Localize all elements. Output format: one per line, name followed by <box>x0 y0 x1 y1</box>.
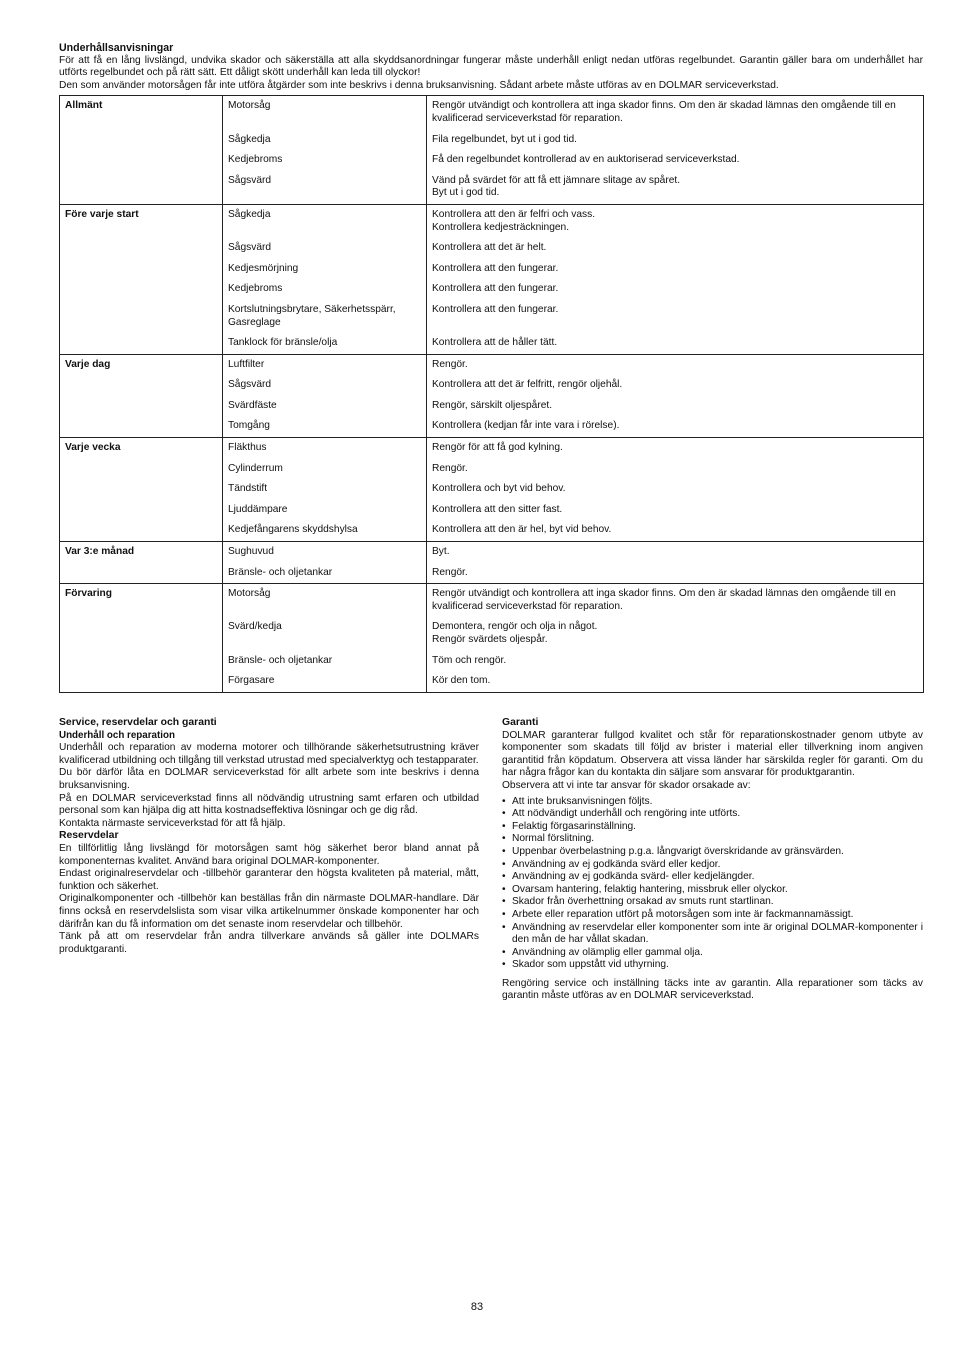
table-row <box>60 354 924 371</box>
warranty-paragraph: DOLMAR garanterar fullgod kvalitet och står för reparationskostnader genom utbyte av komponenter som skadats till följd av brister i material eller tillverkning inom angiven garantitid från köpdatum. Observera att vissa länder har särskilda regler för garanti. Om du har några frågor kan du kontakta din säljare som ansvarar för produktgarantin. <box>502 729 923 779</box>
component-cell: Sågsvärd <box>223 167 427 205</box>
warranty-exclusions-list <box>502 796 923 972</box>
component-cell: Sågkedja <box>223 126 427 147</box>
list-item: • Användning av olämplig eller gammal olja. <box>502 947 923 960</box>
action-cell: Kontrollera att det är helt. <box>432 242 547 254</box>
component-cell: Förgasare <box>223 667 427 692</box>
component-cell: Sågsvärd <box>223 234 427 255</box>
table-row <box>60 542 924 559</box>
component-cell: Kedjesmörjning <box>223 255 427 276</box>
action-cell: Byt. <box>427 542 924 559</box>
component-cell: Luftfilter <box>223 354 427 371</box>
action-cell: Kontrollera (kedjan får inte vara i rörelse). <box>432 420 620 432</box>
action-cell: Töm och rengör. <box>432 654 507 666</box>
warranty-title: Garanti <box>502 717 539 728</box>
interval-category: Varje dag <box>60 354 223 437</box>
component-cell: Svärdfäste <box>223 392 427 413</box>
repair-paragraph: På en DOLMAR serviceverkstad finns all nödvändig utrustning samt erfaren och utbildad personal som kan hjälpa dig att hitta kostnadseffektiva lösningar och ge dig råd. <box>59 792 479 817</box>
component-cell: Kedjefångarens skyddshylsa <box>223 516 427 541</box>
interval-category: Förvaring <box>60 584 223 693</box>
maintenance-intro <box>59 55 923 93</box>
action-cell: Rengör, särskilt oljespåret. <box>432 399 553 411</box>
component-cell: Tomgång <box>223 412 427 437</box>
interval-category: Varje vecka <box>60 438 223 542</box>
maintenance-table <box>59 95 924 692</box>
parts-title: Reservdelar <box>59 830 119 842</box>
repair-paragraph: Kontakta närmaste serviceverkstad för att få hjälp. <box>59 817 286 829</box>
list-item: • Arbete eller reparation utfört på motorsågen som inte är fackmannamässigt. <box>502 909 923 922</box>
action-cell: Fila regelbundet, byt ut i god tid. <box>432 133 577 145</box>
action-cell: Rengör för att få god kylning. <box>427 438 924 455</box>
parts-paragraph: Originalkomponenter och -tillbehör kan beställas från din närmaste DOLMAR-handlare. Där finns också en reservdelslista som visar vilka artikelnummer önskade komponenter har och därifrån kan du få information om det senaste inom reservdelar och tillbehör. <box>59 893 479 930</box>
table-row <box>60 96 924 126</box>
repair-title: Underhåll och reparation <box>59 729 175 741</box>
action-cell: Kontrollera och byt vid behov. <box>432 483 566 495</box>
intro-paragraph: Den som använder motorsågen får inte utföra åtgärder som inte beskrivs i denna bruksanvisning. Sådant arbete måste utföras av en DOLMAR serviceverkstad. <box>59 79 779 91</box>
component-cell: Tanklock för bränsle/olja <box>223 329 427 354</box>
component-cell: Kortslutningsbrytare, Säkerhetsspärr, Gasreglage <box>223 296 427 329</box>
action-cell: Kontrollera att den är hel, byt vid behov. <box>432 524 612 536</box>
interval-category: Före varje start <box>60 204 223 354</box>
warranty-closing: Rengöring service och inställning täcks inte av garantin. Alla reparationer som täcks av garantin måste utföras av en DOLMAR serviceverkstad. <box>502 977 923 1002</box>
action-cell: Kontrollera att den fungerar. <box>432 283 559 295</box>
component-cell: Sughuvud <box>223 542 427 559</box>
parts-paragraph: En tillförlitlig lång livslängd för motorsågen samt hög säkerhet beror bland annat på komponenternas kvalitet. Använd bara original DOLMAR-komponenter. <box>59 842 479 867</box>
table-row <box>60 584 924 614</box>
list-item: • Skador som uppstått vid uthyrning. <box>502 959 923 972</box>
component-cell: Motorsåg <box>223 584 427 614</box>
component-cell: Sågsvärd <box>223 371 427 392</box>
intro-paragraph: För att få en lång livslängd, undvika skador och säkerställa att alla skyddsanordningar fungerar måste underhåll enligt nedan utföras regelbundet. Garantin gäller bara om underhållet har utförts regelbundet och på rätt sätt. Ett dåligt skött underhåll kan leda till olyckor! <box>59 54 923 79</box>
component-cell: Tändstift <box>223 475 427 496</box>
action-cell: Kontrollera att den fungerar. <box>432 303 559 315</box>
service-title: Service, reservdelar och garanti <box>59 717 217 728</box>
interval-category: Allmänt <box>60 96 223 205</box>
action-cell: Rengör utvändigt och kontrollera att inga skador finns. Om den är skadad lämnas den omgående till en kvalificerad serviceverkstad för reparation. <box>427 584 924 614</box>
component-cell: Fläkthus <box>223 438 427 455</box>
list-item: • Användning av ej godkända svärd- eller kedjelängder. <box>502 871 923 884</box>
component-cell: Bränsle- och oljetankar <box>223 559 427 584</box>
action-cell: Kontrollera att det är felfritt, rengör oljehål. <box>432 379 623 391</box>
parts-paragraph: Endast originalreservdelar och -tillbehör garanterar den högsta kvaliteten på material, mått, funktion och säkerhet. <box>59 868 479 892</box>
action-cell: Demontera, rengör och olja in något. Rengör svärdets oljespår. <box>432 621 598 645</box>
action-cell: Kontrollera att de håller tätt. <box>432 337 558 349</box>
service-column <box>59 717 479 956</box>
component-cell: Kedjebroms <box>223 275 427 296</box>
component-cell: Cylinderrum <box>223 455 427 476</box>
maintenance-title: Underhållsanvisningar <box>59 42 174 54</box>
component-cell: Ljuddämpare <box>223 496 427 517</box>
component-cell: Motorsåg <box>223 96 427 126</box>
list-item: • Ovarsam hantering, felaktig hantering, missbruk eller olyckor. <box>502 884 923 897</box>
action-cell: Kontrollera att den sitter fast. <box>432 503 563 515</box>
component-cell: Bränsle- och oljetankar <box>223 647 427 668</box>
action-cell: Rengör. <box>432 462 468 474</box>
action-cell: Rengör. <box>432 566 468 578</box>
page-number: 83 <box>470 1301 484 1313</box>
action-cell: Rengör utvändigt och kontrollera att inga skador finns. Om den är skadad lämnas den omgående till en kvalificerad serviceverkstad för reparation. <box>427 96 924 126</box>
warranty-column <box>502 717 923 1003</box>
maintenance-section <box>59 42 923 693</box>
action-cell: Vänd på svärdet för att få ett jämnare slitage av spåret. Byt ut i god tid. <box>432 174 681 199</box>
list-item: • Skador från överhettning orsakad av smuts runt startlinan. <box>502 896 923 909</box>
interval-category: Var 3:e månad <box>60 542 223 584</box>
warranty-paragraph: Observera att vi inte tar ansvar för skador orsakade av: <box>502 779 751 791</box>
table-row <box>60 204 924 234</box>
list-item: • Felaktig förgasarinställning. <box>502 821 923 834</box>
action-cell: Rengör. <box>427 354 924 371</box>
list-item: • Användning av reservdelar eller komponenter som inte är original DOLMAR-komponenter i den mån de har vållat skadan. <box>502 922 923 947</box>
component-cell: Kedjebroms <box>223 146 427 167</box>
list-item: • Normal förslitning. <box>502 833 923 846</box>
repair-paragraph: Du bör därför låta en DOLMAR serviceverkstad för allt arbete som inte beskrivs i denna bruksanvisning. <box>59 767 479 791</box>
action-cell: Kontrollera att den är felfri och vass. Kontrollera kedjesträckningen. <box>427 204 924 234</box>
maintenance-table-body <box>60 96 924 692</box>
table-row <box>60 438 924 455</box>
list-item: • Att nödvändigt underhåll och rengöring inte utförts. <box>502 808 923 821</box>
list-item: • Uppenbar överbelastning p.g.a. långvarigt överskridande av gränsvärden. <box>502 846 923 859</box>
action-cell: Kontrollera att den fungerar. <box>432 262 559 274</box>
action-cell: Få den regelbundet kontrollerad av en auktoriserad serviceverkstad. <box>432 154 740 166</box>
component-cell: Svärd/kedja <box>223 613 427 646</box>
list-item: • Att inte bruksanvisningen följts. <box>502 796 923 809</box>
repair-paragraph: Underhåll och reparation av moderna motorer och tillhörande säkerhetsutrustning kräver kvalificerad utbildning och tillgång till verkstad utrustad med specialverktyg och testapparater. <box>59 742 479 766</box>
action-cell: Kör den tom. <box>432 675 491 687</box>
component-cell: Sågkedja <box>223 204 427 234</box>
parts-paragraph: Tänk på att om reservdelar från andra tillverkare används så gäller inte DOLMARs produktgaranti. <box>59 931 479 955</box>
list-item: • Användning av ej godkända svärd eller kedjor. <box>502 859 923 872</box>
